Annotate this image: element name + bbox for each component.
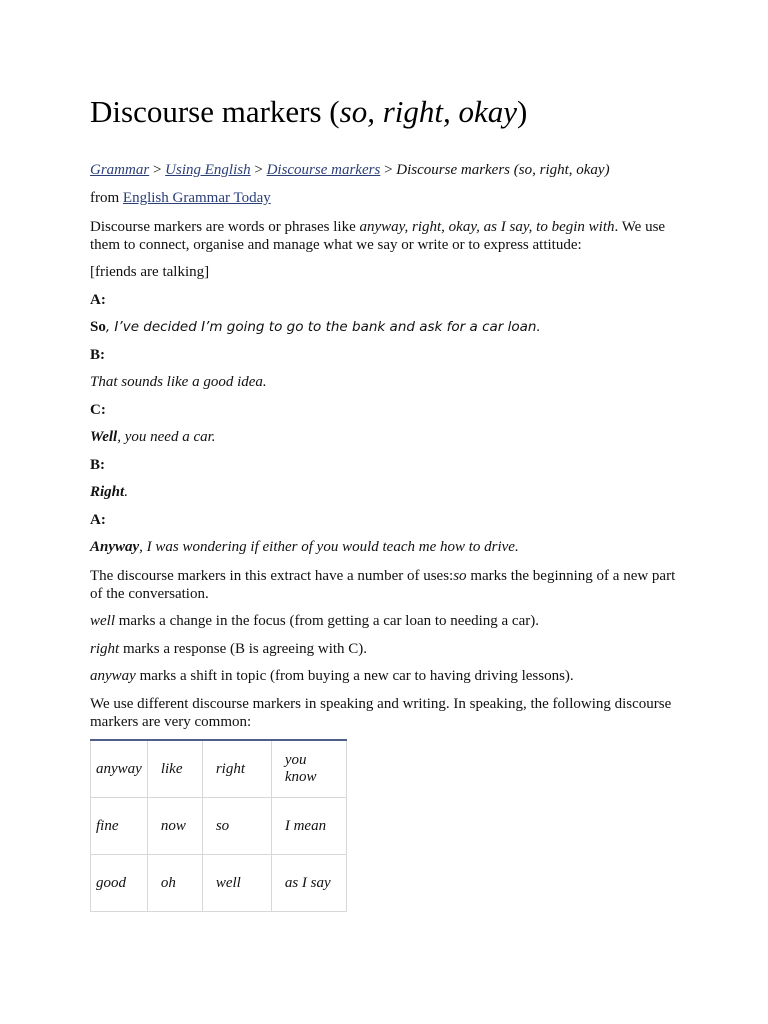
intro-text-end: . We use them to connect, organise and manage what we say or write or to express attitude:	[90, 219, 666, 253]
dialogue-text: .	[124, 484, 128, 500]
dialogue-line	[90, 483, 682, 501]
use-item: well marks a change in the focus (from getting a car loan to needing a car).	[90, 613, 539, 629]
table-cell: good	[91, 855, 148, 912]
table-cell: right	[202, 740, 271, 798]
table-cell: as I say	[271, 855, 346, 912]
table-cell: now	[147, 798, 202, 855]
marker-word: anyway	[90, 668, 136, 684]
table-row	[91, 855, 347, 912]
breadcrumb-link-grammar[interactable]: Grammar	[90, 162, 150, 178]
breadcrumb-separator: >	[152, 162, 162, 178]
marker-word: Right	[90, 484, 125, 500]
title-main: Discourse markers (	[90, 94, 340, 129]
breadcrumb	[90, 161, 682, 179]
table-cell: well	[202, 855, 271, 912]
breadcrumb-current: Discourse markers (so, right, okay)	[396, 162, 610, 178]
dialogue-line	[90, 428, 682, 446]
speaker-label: A:	[90, 512, 106, 528]
intro-paragraph	[90, 218, 682, 254]
breadcrumb-link-discourse-markers[interactable]: Discourse markers	[266, 162, 381, 178]
uses-intro: The discourse markers in this extract have a number of uses:so marks the beginning of a new part of the conversation.	[90, 568, 676, 602]
context-note: [friends are talking]	[90, 264, 210, 280]
use-item: right marks a response (B is agreeing with C).	[90, 641, 368, 657]
dialogue-text: , I’ve decided I’m going to go to the bank and ask for a car loan.	[105, 319, 541, 335]
table-cell: like	[147, 740, 202, 798]
intro-examples: anyway, right, okay, as I say, to begin with	[359, 219, 615, 235]
dialogue-text: , I was wondering if either of you would teach me how to drive.	[139, 539, 519, 555]
speaker-label: C:	[90, 402, 106, 418]
table-cell: you know	[271, 740, 346, 798]
source-link[interactable]: English Grammar Today	[122, 190, 271, 206]
dialogue-line	[90, 373, 682, 391]
breadcrumb-link-using-english[interactable]: Using English	[165, 162, 251, 178]
speaker-label: B:	[90, 347, 105, 363]
dialogue-text: That sounds like a good idea.	[90, 374, 267, 390]
table-cell: fine	[91, 798, 148, 855]
table-row	[91, 740, 347, 798]
speaking-intro: We use different discourse markers in speaking and writing. In speaking, the following discourse markers are very common:	[90, 696, 672, 730]
marker-word: so	[453, 568, 467, 584]
source-line	[90, 189, 682, 207]
discourse-markers-table	[90, 739, 347, 912]
marker-word: right	[90, 641, 120, 657]
table-cell: oh	[147, 855, 202, 912]
source-prefix: from	[90, 190, 120, 206]
table-cell: so	[202, 798, 271, 855]
title-italic: so, right, okay	[339, 94, 518, 129]
marker-word: Well	[90, 429, 118, 445]
dialogue-text: , you need a car.	[117, 429, 216, 445]
breadcrumb-separator: >	[254, 162, 263, 178]
marker-word: well	[90, 613, 115, 629]
page-title	[90, 94, 527, 130]
use-item: anyway marks a shift in topic (from buying a new car to having driving lessons).	[90, 668, 574, 684]
speaker-label: B:	[90, 457, 105, 473]
intro-text: Discourse markers are words or phrases like	[90, 219, 360, 235]
title-close: )	[517, 94, 528, 129]
table-cell: I mean	[271, 798, 346, 855]
breadcrumb-separator: >	[384, 162, 393, 178]
speaker-label: A:	[90, 292, 106, 308]
dialogue-line	[90, 318, 682, 336]
table-cell: anyway	[91, 740, 148, 798]
table-row	[91, 798, 347, 855]
marker-word: So	[90, 319, 106, 335]
marker-word: Anyway	[90, 539, 140, 555]
dialogue-line	[90, 538, 682, 556]
